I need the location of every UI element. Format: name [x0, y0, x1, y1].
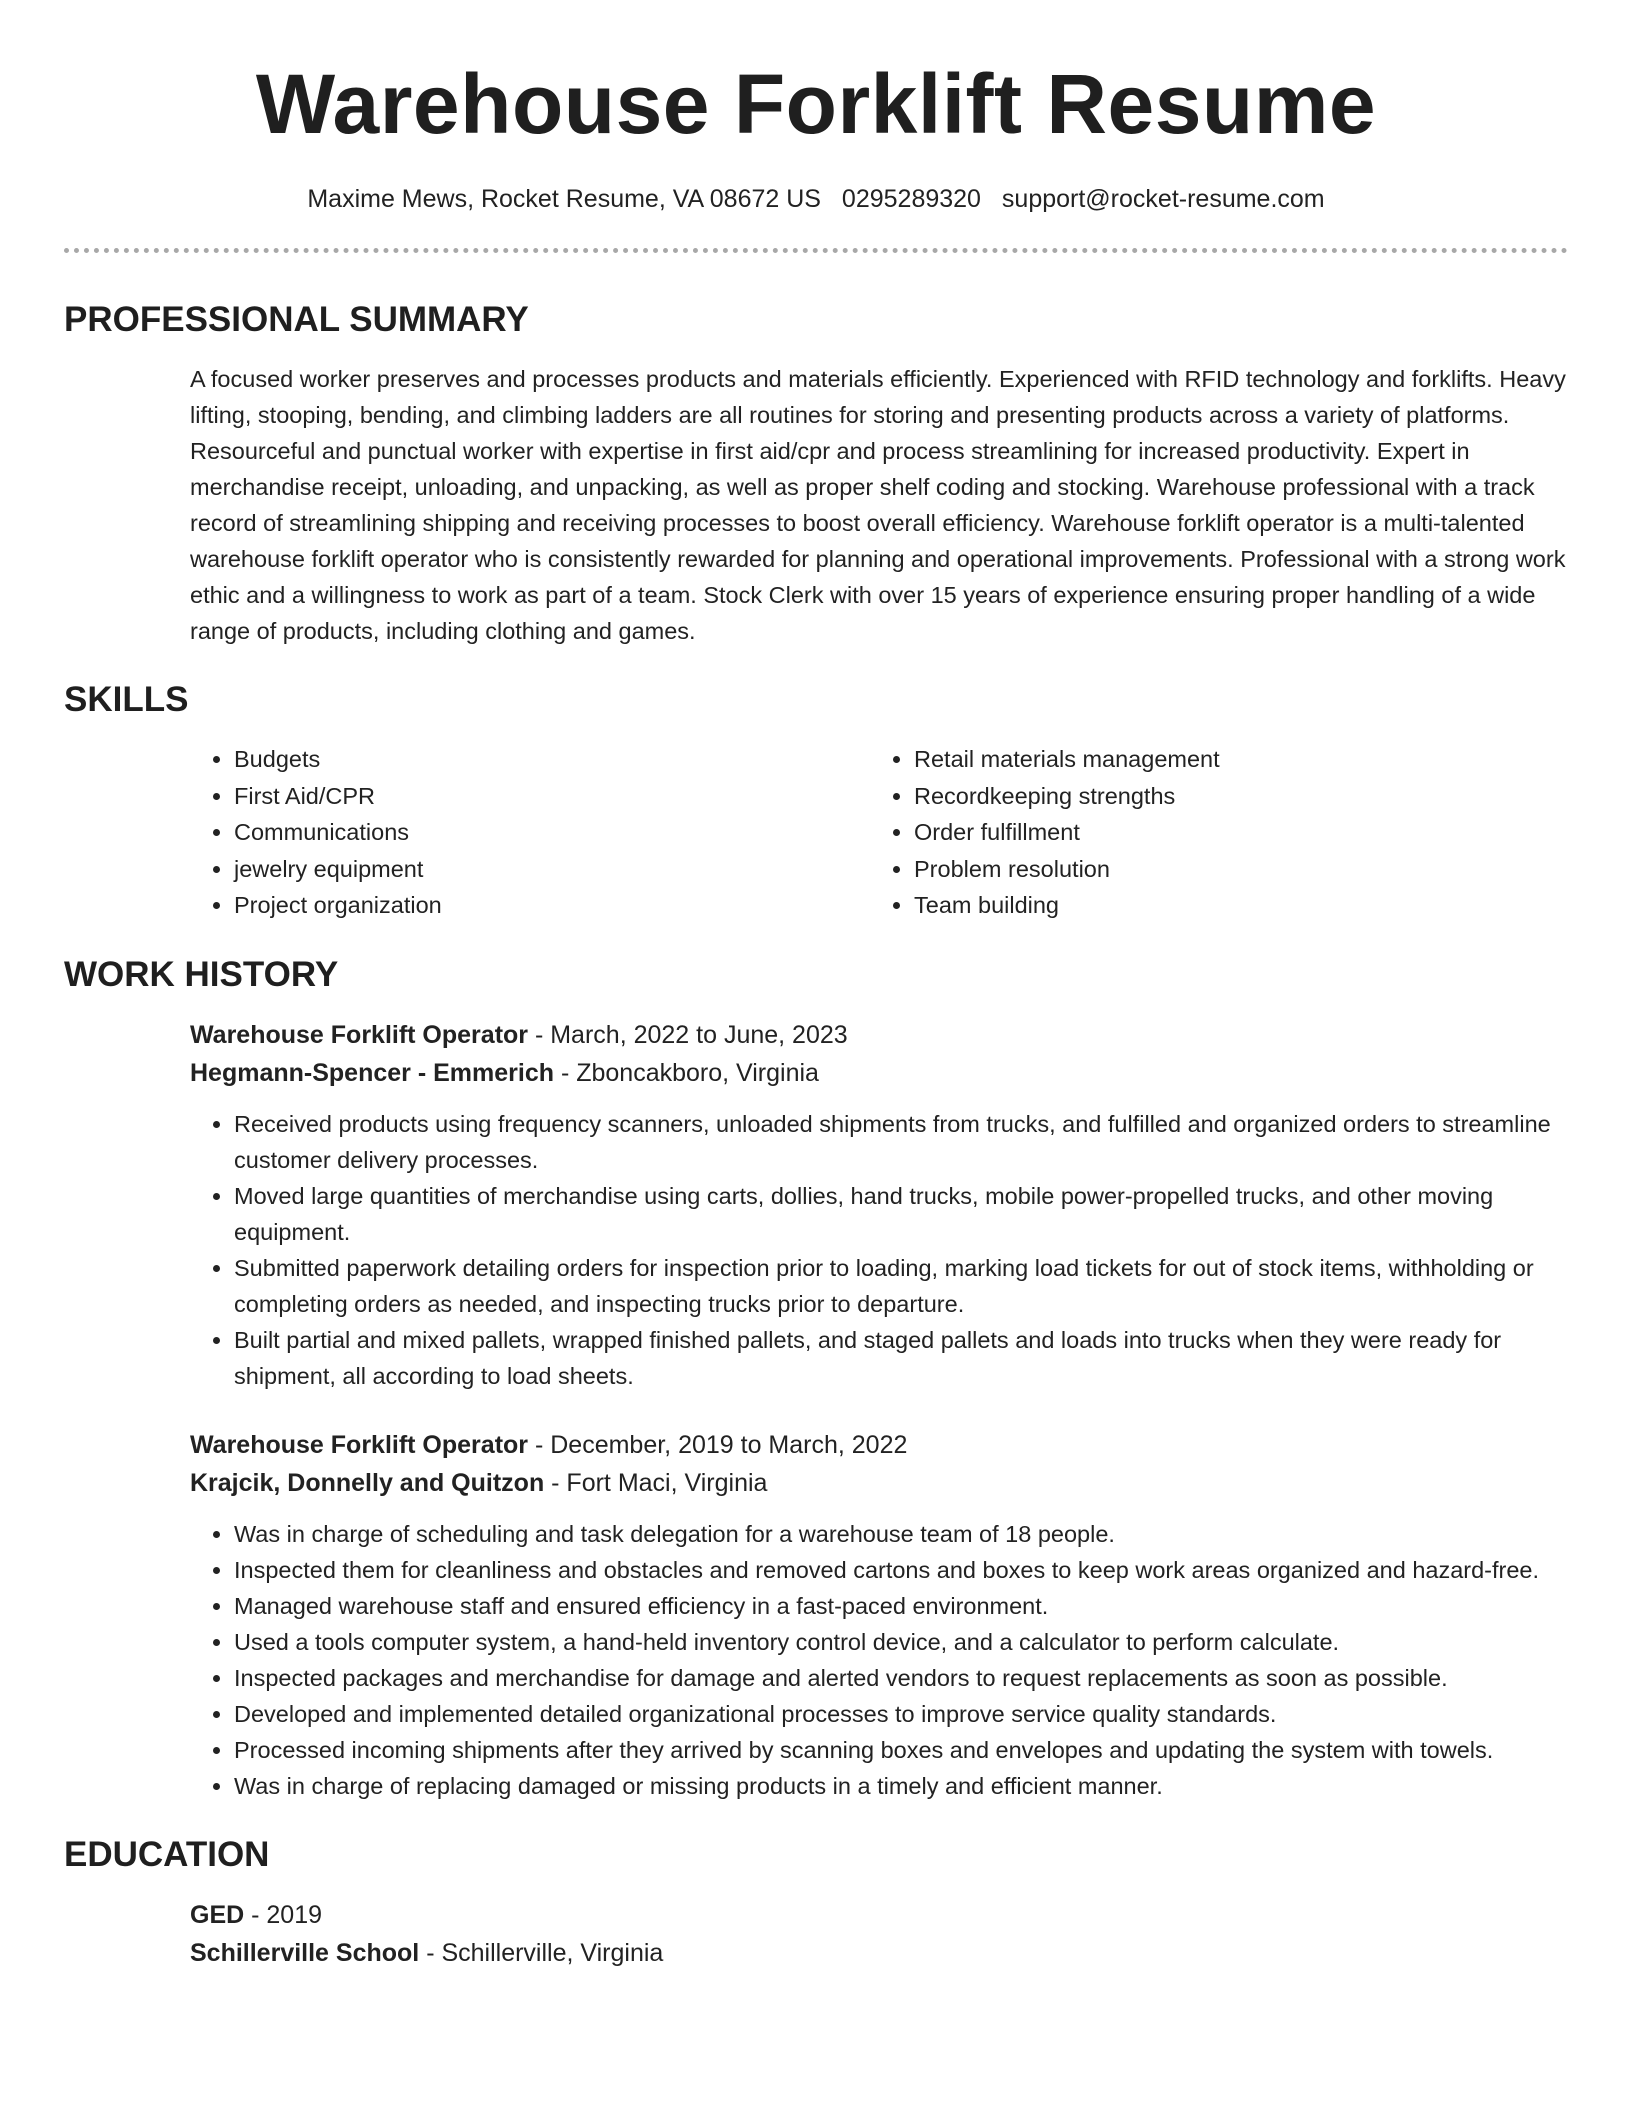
job-bullet: • Moved large quantities of merchandise using carts, dollies, hand trucks, mobile power-propelled trucks, and other moving equipment.: [234, 1178, 1568, 1250]
job-company-line: [190, 1464, 1568, 1502]
contact-line: [64, 184, 1568, 214]
skill-item: • Retail materials management: [914, 741, 1220, 778]
job-bullet: • Developed and implemented detailed organizational processes to improve service quality standards.: [234, 1696, 1568, 1732]
job-bullet: • Used a tools computer system, a hand-held inventory control device, and a calculator to perform calculate.: [234, 1624, 1568, 1660]
job-location: - Zboncakboro, Virginia: [554, 1058, 819, 1087]
contact-email: support@rocket-resume.com: [1001, 185, 1325, 213]
job-dates: - March, 2022 to June, 2023: [528, 1020, 848, 1049]
education-heading: EDUCATION: [64, 1834, 270, 1874]
school-name: Schillerville School: [190, 1938, 420, 1967]
job-title-line: [190, 1426, 1568, 1464]
summary-text: A focused worker preserves and processes products and materials efficiently. Experienced with RFID technology and forklifts. Heavy lifting, stooping, bending, and climbing ladders are all routines for storing and presenting products across a variety of platforms. Resourceful and punctual worker with expertise in first aid/cpr and process streamlining for increased productivity. Expert in merchandise receipt, unloading, and unpacking, as well as proper shelf coding and stocking. Warehouse professional with a track record of streamlining shipping and receiving processes to boost overall efficiency. Warehouse forklift operator is a multi-talented warehouse forklift operator who is consistently rewarded for planning and operational improvements. Professional with a strong work ethic and a willingness to work as part of a team. Stock Clerk with over 15 years of experience ensuring proper handling of a wide range of products, including clothing and games.: [190, 366, 1566, 644]
job-location: - Fort Maci, Virginia: [544, 1468, 768, 1497]
job-bullets: [190, 1106, 1568, 1394]
header-divider: [64, 248, 1568, 253]
skill-item: • First Aid/CPR: [234, 778, 870, 815]
education-entry: [190, 1896, 1568, 1972]
job-entry: [190, 1016, 1568, 1394]
skill-item: • Problem resolution: [914, 851, 1220, 888]
job-company: Krajcik, Donnelly and Quitzon: [190, 1468, 545, 1497]
job-bullet: • Received products using frequency scanners, unloaded shipments from trucks, and fulfilled and organized orders to streamline customer delivery processes.: [234, 1106, 1568, 1178]
skill-item: • jewelry equipment: [234, 851, 870, 888]
job-title: Warehouse Forklift Operator: [190, 1020, 529, 1049]
job-bullet: • Inspected them for cleanliness and obstacles and removed cartons and boxes to keep work areas organized and hazard-free.: [234, 1552, 1568, 1588]
education-section: [64, 1834, 1568, 1972]
work-history-section: [64, 954, 1568, 1804]
job-title: Warehouse Forklift Operator: [190, 1430, 529, 1459]
summary-section: [64, 299, 1568, 649]
job-company: Hegmann-Spencer - Emmerich: [190, 1058, 554, 1087]
skill-item: • Project organization: [234, 887, 870, 924]
contact-address: Maxime Mews, Rocket Resume, VA 08672 US: [307, 185, 821, 213]
summary-heading: PROFESSIONAL SUMMARY: [64, 300, 529, 339]
contact-phone: 0295289320: [841, 185, 981, 213]
job-bullet: • Processed incoming shipments after they arrived by scanning boxes and envelopes and updating the system with towels.: [234, 1732, 1568, 1768]
work-history-heading: WORK HISTORY: [64, 954, 339, 994]
degree-line: [190, 1896, 1568, 1934]
job-bullet: • Inspected packages and merchandise for damage and alerted vendors to request replacements as soon as possible.: [234, 1660, 1568, 1696]
degree: GED: [190, 1900, 245, 1929]
job-bullet: • Managed warehouse staff and ensured efficiency in a fast-paced environment.: [234, 1588, 1568, 1624]
skills-right-list: [870, 741, 1220, 924]
job-company-line: [190, 1054, 1568, 1092]
skill-item: • Budgets: [234, 741, 870, 778]
skills-section: [64, 679, 1568, 924]
school-line: [190, 1934, 1568, 1972]
skills-heading: SKILLS: [64, 680, 189, 719]
skills-columns: [190, 741, 1568, 924]
skill-item: • Order fulfillment: [914, 814, 1220, 851]
job-bullet: • Was in charge of scheduling and task delegation for a warehouse team of 18 people.: [234, 1516, 1568, 1552]
job-bullets: [190, 1516, 1568, 1804]
skill-item: • Recordkeeping strengths: [914, 778, 1220, 815]
job-bullet: • Built partial and mixed pallets, wrapped finished pallets, and staged pallets and loads into trucks when they were ready for shipment, all according to load sheets.: [234, 1322, 1568, 1394]
resume-title: Warehouse Forklift Resume: [255, 57, 1377, 151]
job-dates: - December, 2019 to March, 2022: [528, 1430, 908, 1459]
job-bullet: • Submitted paperwork detailing orders for inspection prior to loading, marking load tickets for out of stock items, withholding or completing orders as needed, and inspecting trucks prior to departure.: [234, 1250, 1568, 1322]
skills-left-list: [190, 741, 870, 924]
job-title-line: [190, 1016, 1568, 1054]
degree-year: - 2019: [244, 1900, 323, 1929]
skill-item: • Communications: [234, 814, 870, 851]
skill-item: • Team building: [914, 887, 1220, 924]
school-location: - Schillerville, Virginia: [419, 1938, 664, 1967]
job-bullet: • Was in charge of replacing damaged or missing products in a timely and efficient manner.: [234, 1768, 1568, 1804]
job-entry: [190, 1426, 1568, 1804]
